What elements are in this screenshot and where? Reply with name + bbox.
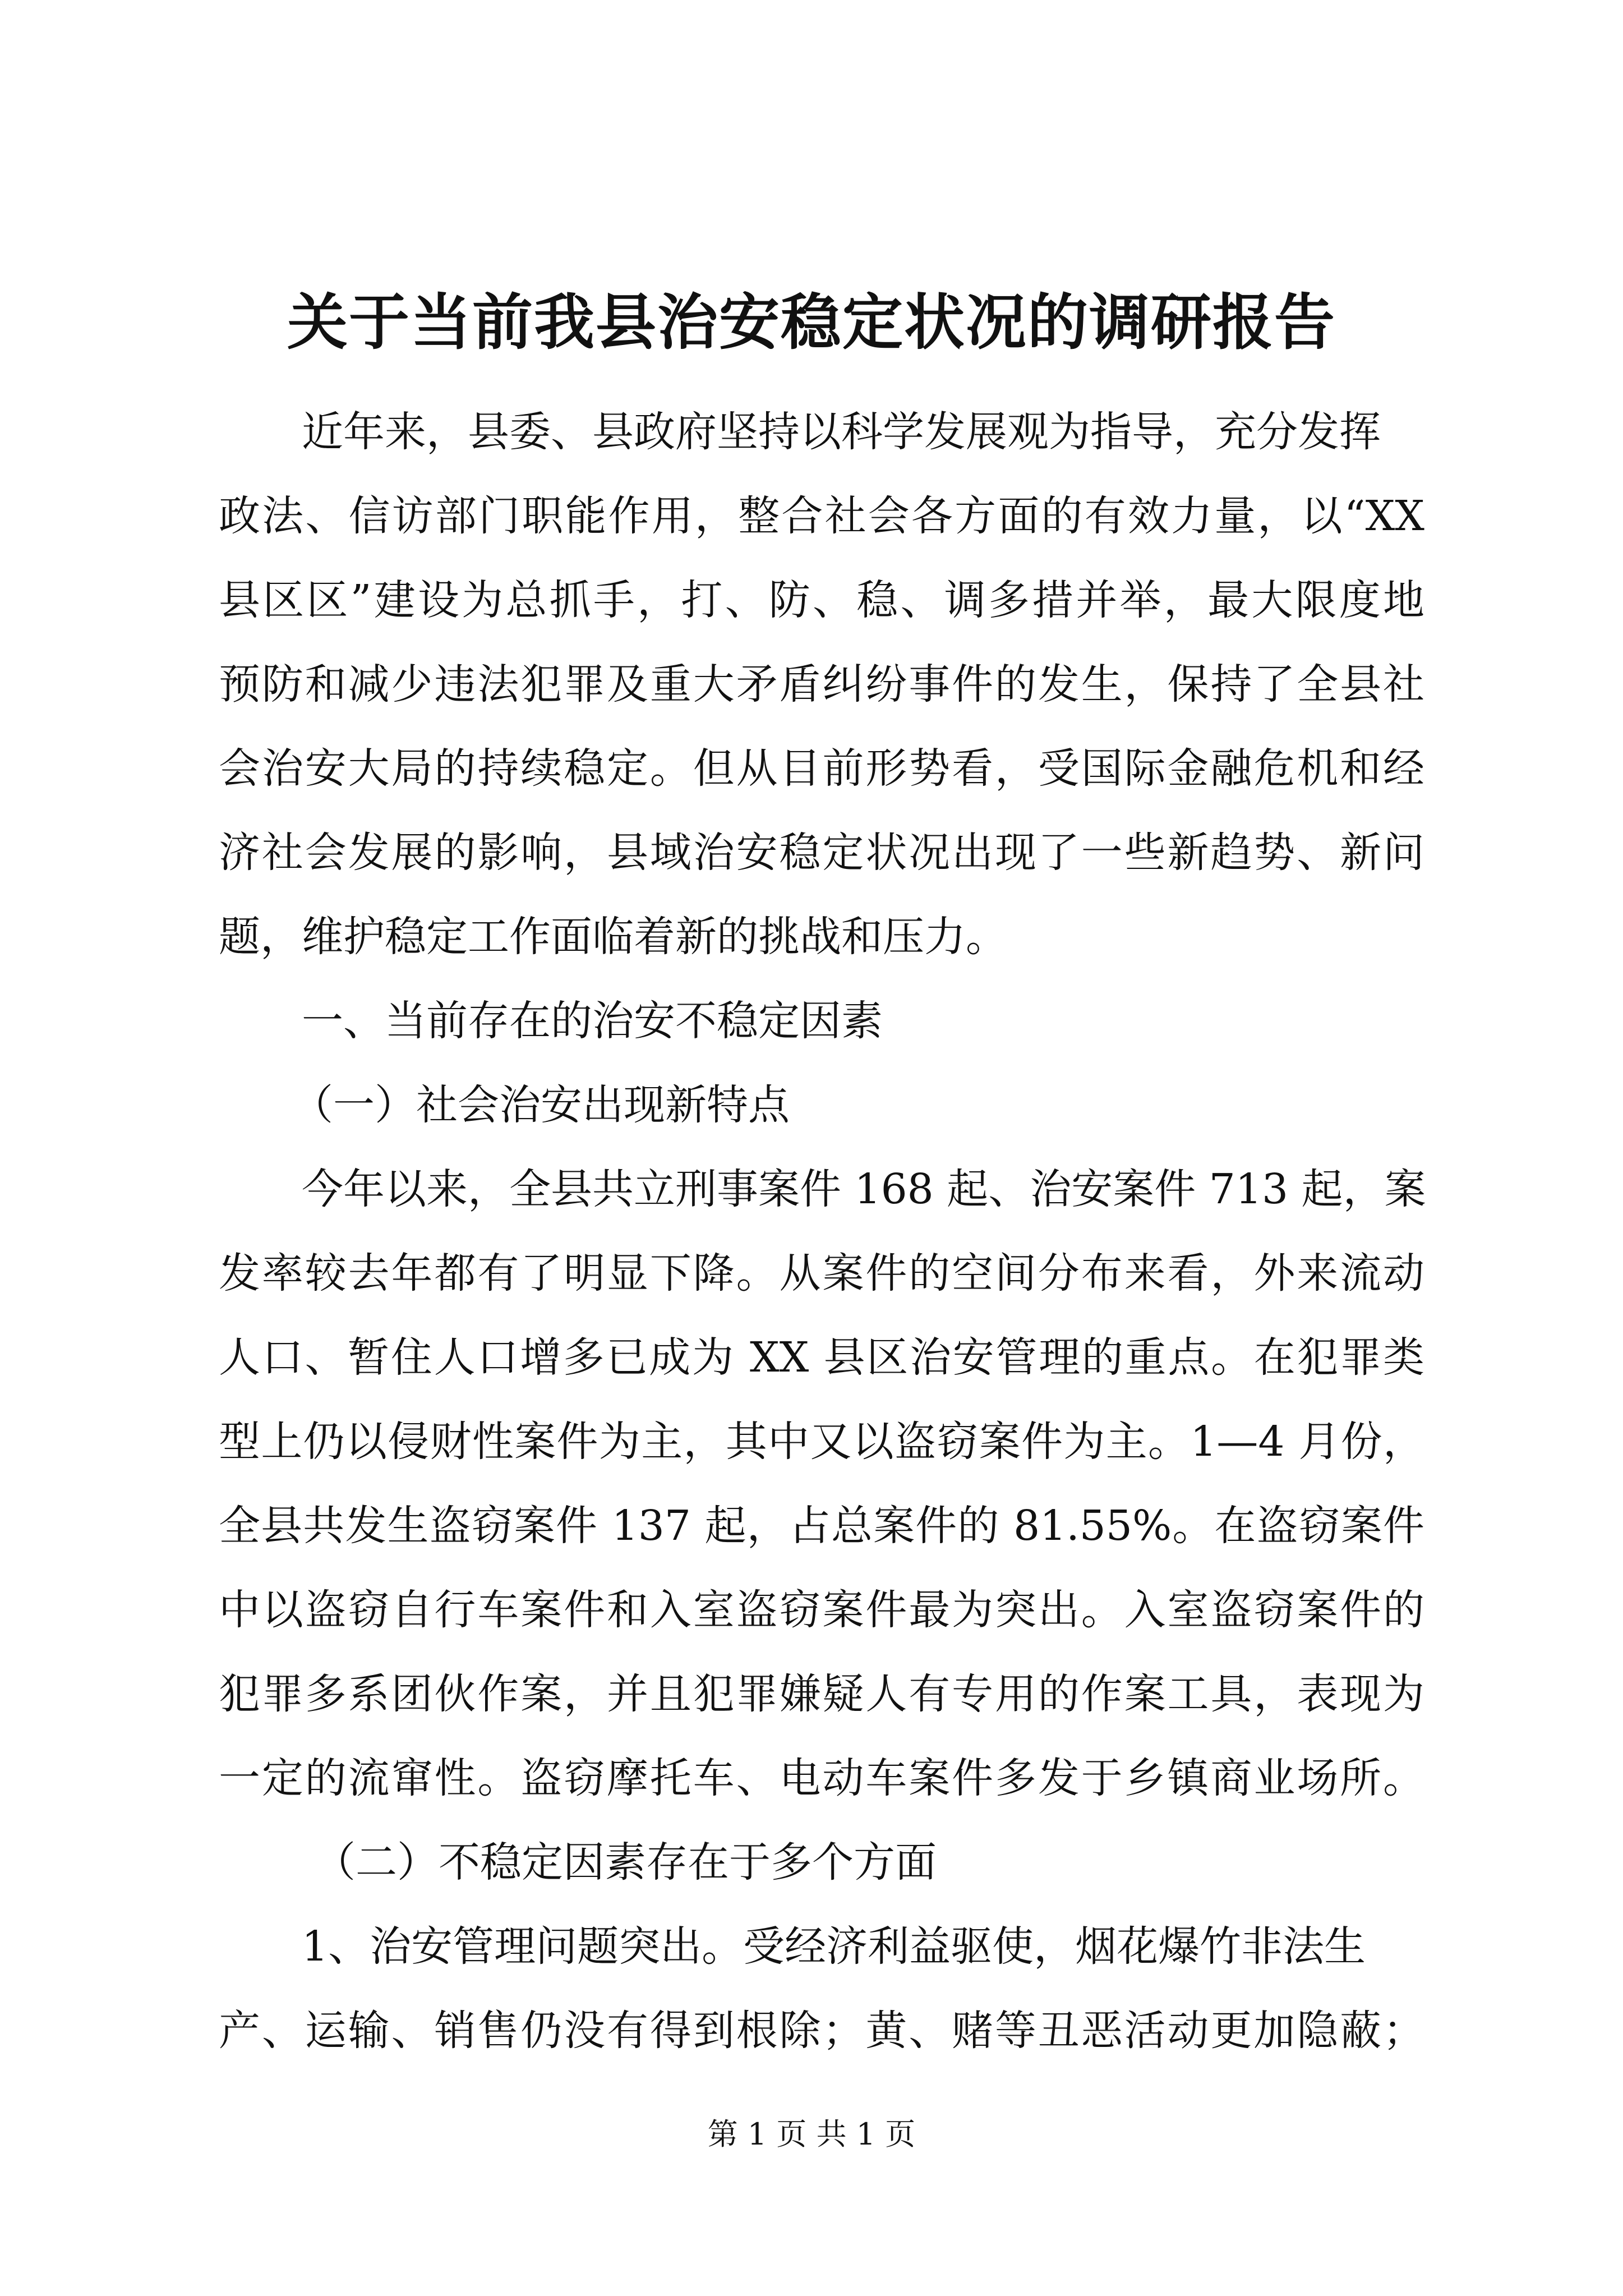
paragraph-line: 产、运输、销售仍没有得到根除；黄、赌等丑恶活动更加隐蔽； <box>219 2007 1424 2055</box>
section-heading: 一、当前存在的治安不稳定因素 <box>302 997 883 1045</box>
paragraph-line: 1、治安管理问题突出。受经济利益驱使，烟花爆竹非法生 <box>302 1922 1366 1971</box>
paragraph-line: 全县共发生盗窃案件 137 起，占总案件的 81.55%。在盗窃案件 <box>219 1502 1424 1550</box>
subsection-heading: （一）社会治安出现新特点 <box>292 1081 790 1129</box>
paragraph-line: 发率较去年都有了明显下降。从案件的空间分布来看，外来流动 <box>219 1249 1424 1297</box>
subsection-heading: （二）不稳定因素存在于多个方面 <box>314 1838 937 1887</box>
paragraph-line: 型上仍以侵财性案件为主，其中又以盗窃案件为主。1—4 月份， <box>219 1418 1424 1466</box>
page-footer: 第 1 页 共 1 页 <box>707 2116 916 2152</box>
paragraph-line: 一定的流窜性。盗窃摩托车、电动车案件多发于乡镇商业场所。 <box>219 1754 1424 1802</box>
paragraph-line: 会治安大局的持续稳定。但从目前形势看，受国际金融危机和经 <box>219 744 1424 793</box>
paragraph-line: 济社会发展的影响，县域治安稳定状况出现了一些新趋势、新问 <box>219 829 1424 877</box>
paragraph-line: 题，维护稳定工作面临着新的挑战和压力。 <box>219 913 1007 961</box>
document-title: 关于当前我县治安稳定状况的调研报告 <box>287 287 1336 358</box>
paragraph-line: 人口、暂住人口增多已成为 XX 县区治安管理的重点。在犯罪类 <box>219 1333 1424 1382</box>
paragraph-line: 中以盗窃自行车案件和入室盗窃案件最为突出。入室盗窃案件的 <box>219 1586 1424 1634</box>
paragraph-line: 政法、信访部门职能作用，整合社会各方面的有效力量，以“XX <box>219 492 1424 540</box>
paragraph-line: 预防和减少违法犯罪及重大矛盾纠纷事件的发生，保持了全县社 <box>219 660 1424 708</box>
paragraph-line: 近年来，县委、县政府坚持以科学发展观为指导，充分发挥 <box>302 408 1381 456</box>
paragraph-line: 县区区”建设为总抓手，打、防、稳、调多措并举，最大限度地 <box>219 576 1424 624</box>
paragraph-line: 今年以来，全县共立刑事案件 168 起、治安案件 713 起，案 <box>302 1165 1426 1213</box>
paragraph-line: 犯罪多系团伙作案，并且犯罪嫌疑人有专用的作案工具，表现为 <box>219 1670 1424 1718</box>
